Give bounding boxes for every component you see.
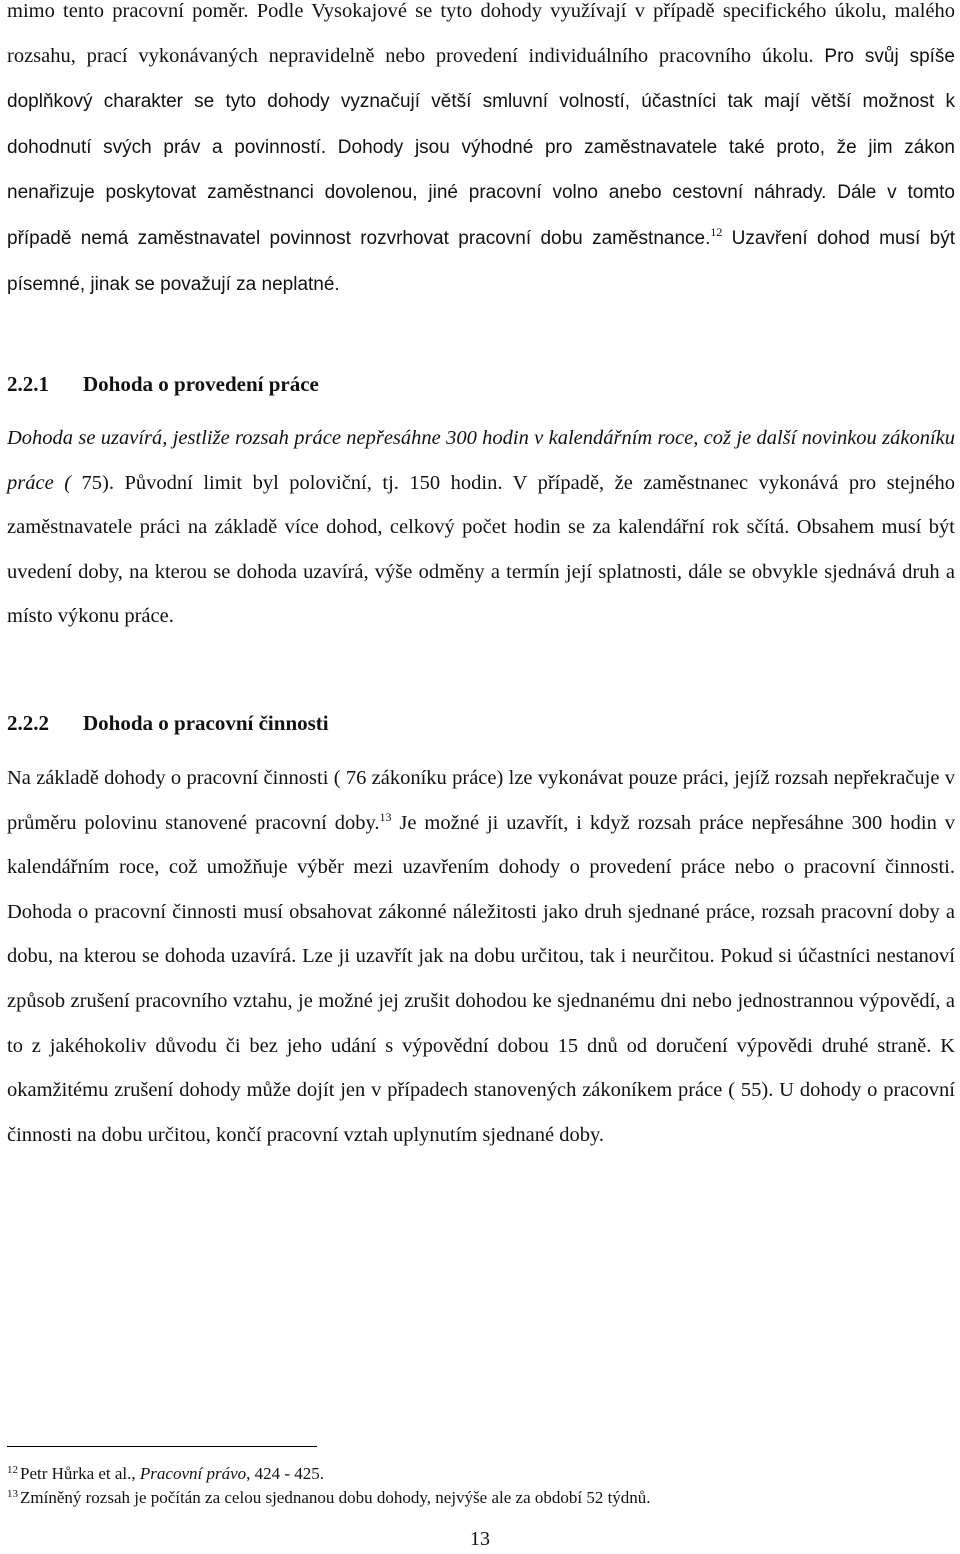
page-number: 13: [470, 1528, 490, 1550]
footnote-text: Petr Hůrka et al.,: [20, 1464, 140, 1483]
italic-text: Dohoda se uzavírá, jestliže rozsah práce nepřesáhne 300 hodin v kalendářním roce, což je další novinkou zákoníku práce (: [7, 427, 955, 494]
footnote-italic: Pracovní právo: [139, 1464, 247, 1483]
footnote-number: 13: [7, 1488, 18, 1500]
footnote-text: Zmíněný rozsah je počítán za celou sjednanou dobu dohody, nejvýše ale za období 52 týdnů.: [20, 1488, 651, 1507]
intro-paragraph: [7, 0, 955, 307]
section-2-2-1-paragraph: [7, 416, 955, 639]
footnote-13: [7, 1486, 955, 1510]
footnote-separator: [7, 1446, 317, 1447]
intro-text-sans: Pro svůj spíše doplňkový charakter se tyto dohody vyznačují větší smluvní volností, účastníci tak mají větší možnost k dohodnutí svých práv a povinností. Dohody jsou výhodné pro zaměstnavatele také proto, že jim zákon nenařizuje poskytovat zaměstnanci dovolenou, jiné pracovní volno anebo cestovní náhrady. Dále v tomto případě nemá zaměstnavatel povinnost rozvrhovat pracovní dobu zaměstnance.: [7, 45, 955, 249]
body-text: 75). Původní limit byl poloviční, tj. 150 hodin. V případě, že zaměstnanec vykonává pro stejného zaměstnavatele práci na základě více dohod, celkový počet hodin se za kalendářní rok sčítá. Obsahem musí být uvedení doby, na kterou se dohoda uzavírá, výše odměny a termín její splatnosti, dále se obvykle sjednává druh a místo výkonu práce.: [7, 471, 955, 628]
body-text-continued: Je možné ji uzavřít, i když rozsah práce nepřesáhne 300 hodin v kalendářním roce, což umožňuje výběr mezi uzavřením dohody o provedení práce nebo o pracovní činnosti. Dohoda o pracovní činnosti musí obsahovat zákonné náležitosti jako druh sjednané práce, rozsah pracovní doby a dobu, na kterou se dohoda uzavírá. Lze ji uzavřít jak na dobu určitou, tak i neurčitou. Pokud si účastníci nestanoví způsob zrušení pracovního vztahu, je možné jej zrušit dohodou ke sjednanému dni nebo jednostrannou výpovědí, a to z jakéhokoliv důvodu či bez jeho udání s výpovědní dobou 15 dnů od doručení výpovědi druhé straně. K okamžitému zrušení dohody může dojít jen v případech stanovených zákoníkem práce ( 55). U dohody o pracovní činnosti na dobu určitou, končí pracovní vztah uplynutím sjednané doby.: [7, 811, 955, 1146]
footnote-12: [7, 1462, 955, 1486]
section-number: 2.2.1: [7, 372, 49, 396]
intro-text-serif: mimo tento pracovní poměr. Podle Vysokajové se tyto dohody využívají v případě specifického úkolu, malého rozsahu, prací vykonávaných nepravidelně nebo provedení individuálního pracovního úkolu.: [7, 0, 955, 67]
section-heading-2-2-1: [7, 369, 319, 399]
section-heading-2-2-2: [7, 708, 329, 738]
footnote-ref-13: 13: [379, 809, 392, 824]
footnote-number: 12: [7, 1464, 18, 1476]
section-title: Dohoda o pracovní činnosti: [83, 711, 329, 735]
intro-text-sans-end: Uzavření dohod musí být písemné, jinak se považují za neplatné.: [7, 227, 956, 295]
footnote-text-end: , 424 - 425.: [246, 1464, 325, 1483]
section-number: 2.2.2: [7, 711, 49, 735]
section-2-2-2-paragraph: [7, 756, 955, 1157]
body-text: Na základě dohody o pracovní činnosti ( 76 zákoníku práce) lze vykonávat pouze práci, jejíž rozsah nepřekračuje v průměru polovinu stanovené pracovní doby.: [7, 767, 955, 834]
section-title: Dohoda o provedení práce: [83, 372, 319, 396]
footnote-ref-12: 12: [710, 225, 723, 240]
